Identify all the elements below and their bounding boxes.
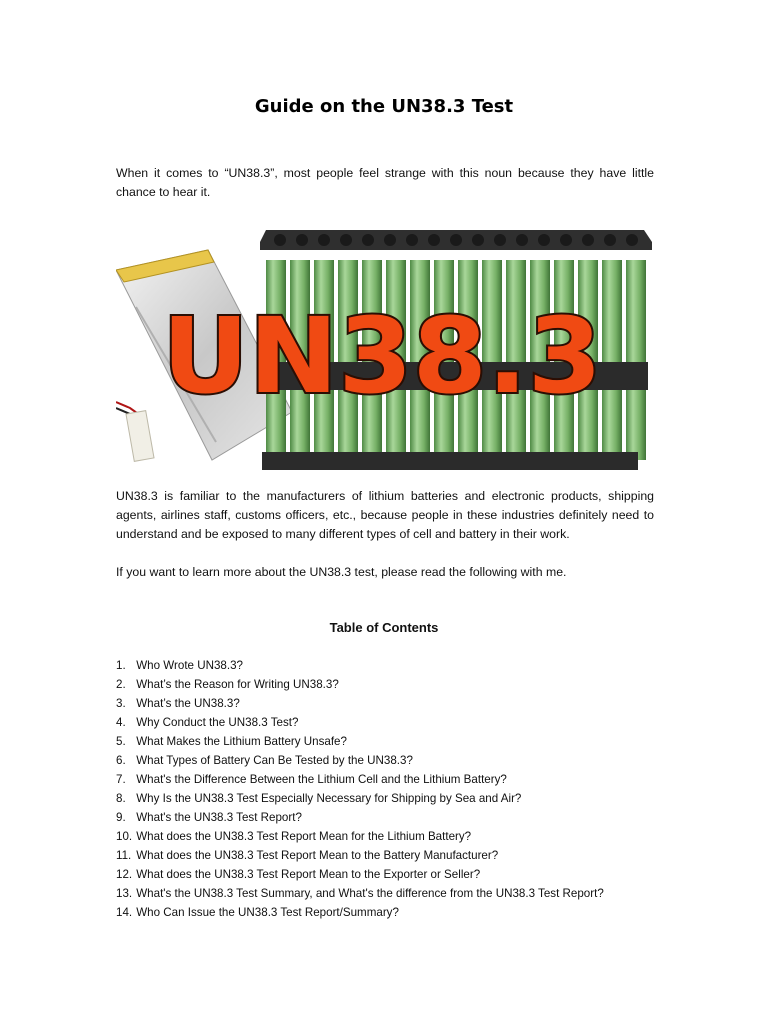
toc-item	[116, 751, 676, 770]
toc-item-text: Who Can Issue the UN38.3 Test Report/Summary?	[136, 906, 399, 919]
toc-item-text: What’s the UN38.3?	[136, 697, 240, 710]
toc-item-number: 1.	[116, 659, 126, 672]
toc-item	[116, 808, 676, 827]
toc-heading: Table of Contents	[329, 620, 439, 635]
toc-item-text: What does the UN38.3 Test Report Mean to the Battery Manufacturer?	[136, 849, 499, 862]
industry-paragraph: UN38.3 is familiar to the manufacturers of lithium batteries and electronic products, shipping agents, airlines staff, customs officers, etc., because people in these industries definitely need to understand and be exposed to many different types of cell and battery in their work.	[116, 489, 654, 541]
toc-item-number: 5.	[116, 735, 126, 748]
toc-item	[116, 884, 676, 903]
toc-item-text: What’s the Reason for Writing UN38.3?	[136, 678, 339, 691]
toc-item-text: What does the UN38.3 Test Report Mean to the Exporter or Seller?	[136, 868, 481, 881]
toc-item-text: Why Conduct the UN38.3 Test?	[136, 716, 299, 729]
toc-item	[116, 827, 676, 846]
toc-item-number: 14.	[116, 906, 133, 919]
toc-item-number: 9.	[116, 811, 126, 824]
toc-item-text: What's the UN38.3 Test Report?	[136, 811, 302, 824]
intro-paragraph: When it comes to “UN38.3”, most people feel strange with this noun because they have little chance to hear it.	[116, 166, 654, 199]
toc-item-text: What's the Difference Between the Lithium Cell and the Lithium Battery?	[136, 773, 507, 786]
un383-overlay-text: UN38.3	[162, 295, 602, 417]
toc-item	[116, 865, 676, 884]
toc-item-number: 8.	[116, 792, 126, 805]
toc-item-number: 10.	[116, 830, 133, 843]
toc-item-number: 12.	[116, 868, 133, 881]
toc-item-number: 3.	[116, 697, 126, 710]
toc-item	[116, 713, 676, 732]
toc-item	[116, 732, 676, 751]
toc-item	[116, 694, 676, 713]
toc-item	[116, 770, 676, 789]
toc-item-number: 11.	[116, 849, 132, 862]
toc-item	[116, 789, 676, 808]
learn-more-paragraph: If you want to learn more about the UN38.3 test, please read the following with me.	[116, 565, 567, 579]
toc-item-number: 7.	[116, 773, 126, 786]
toc-item	[116, 656, 676, 675]
table-of-contents	[116, 656, 676, 922]
battery-pack-image	[116, 212, 654, 474]
toc-item-text: Who Wrote UN38.3?	[136, 659, 243, 672]
toc-item-text: Why Is the UN38.3 Test Especially Necessary for Shipping by Sea and Air?	[136, 792, 522, 805]
page-title: Guide on the UN38.3 Test	[254, 96, 514, 117]
toc-item	[116, 675, 676, 694]
toc-item-text: What's the UN38.3 Test Summary, and What's the difference from the UN38.3 Test Report?	[136, 887, 604, 900]
toc-item-number: 6.	[116, 754, 126, 767]
toc-item-number: 2.	[116, 678, 126, 691]
toc-item-text: What Types of Battery Can Be Tested by the UN38.3?	[136, 754, 413, 767]
toc-item	[116, 846, 676, 865]
toc-item-number: 4.	[116, 716, 126, 729]
toc-item-number: 13.	[116, 887, 133, 900]
toc-item	[116, 903, 676, 922]
toc-item-text: What does the UN38.3 Test Report Mean for the Lithium Battery?	[136, 830, 472, 843]
toc-item-text: What Makes the Lithium Battery Unsafe?	[136, 735, 347, 748]
